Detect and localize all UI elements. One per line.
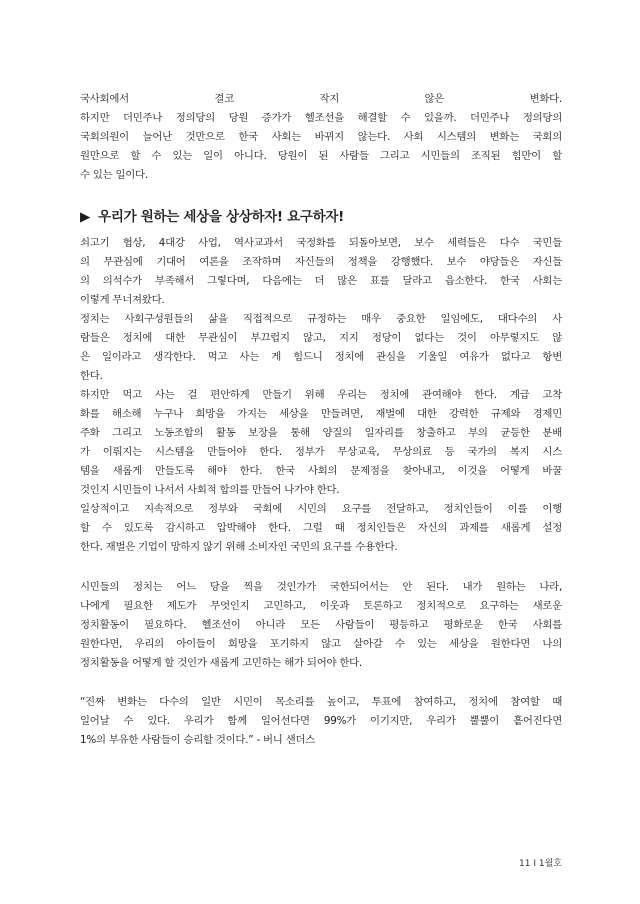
quote-line-2: 일어날 수 있다. 우리가 함께 일어선다면 99%가 이기지만, 우리가 뿔뿔이 흩어진다면 — [80, 715, 562, 727]
triangle-bullet-icon: ▶ — [80, 209, 91, 225]
section-heading-text: 우리가 원하는 세상을 상상하자! 요구하자! — [98, 209, 345, 225]
page-number-footer: 11 I 1월호 — [519, 859, 562, 869]
paragraph-2-line-3: 은 일이라고 생각한다. 먹고 사는 게 힘드니 정치에 관심을 기울일 여유가 없다고 항변 — [80, 351, 562, 363]
paragraph-4-line-2: 할 수 있도록 감시하고 압박해야 한다. 그럴 때 정치인들은 자신의 과제를 새롭게 설정 — [80, 522, 562, 534]
paragraph-1-line-1: 쇠고기 협상, 4대강 사업, 역사교과서 국정화를 되돌아보면, 보수 세력들은 다수 국민들 — [80, 237, 562, 249]
paragraph-3-line-4: 가 이뤄지는 시스템을 만들어야 한다. 정부가 무상교육, 무상의료 등 국가의 복지 시스 — [80, 446, 562, 458]
intro-line-5: 수 있는 일이다. — [80, 169, 148, 181]
paragraph-5-line-1: 시민들의 정치는 어느 당을 찍을 것인가가 국한되어서는 안 된다. 내가 원하는 나라, — [80, 581, 562, 593]
quote-line-1: “진짜 변화는 다수의 일반 시민이 목소리를 높이고, 투표에 참여하고, 정치에 참여할 때 — [80, 696, 562, 708]
paragraph-5-line-3: 정치활동이 필요하다. 헬조선이 아니라 모든 사람들이 평등하고 평화로운 한국 사회를 — [80, 619, 562, 631]
paragraph-1-line-2: 의 무관심에 기대어 여론을 조작하며 자신들의 정책을 강행했다. 보수 야당들은 자신들 — [80, 256, 562, 268]
paragraph-1-line-3: 의 의석수가 부족해서 그렇다며, 다음에는 더 많은 표를 달라고 읍소한다. 한국 사회는 — [80, 275, 562, 287]
paragraph-2-line-1: 정치는 사회구성원들의 삶을 직접적으로 규정하는 매우 중요한 일임에도, 대다수의 사 — [80, 313, 562, 325]
paragraph-5-line-4: 원한다면, 우리의 아이들이 희망을 포기하지 않고 살아갈 수 있는 세상을 원한다면 나의 — [80, 638, 562, 650]
paragraph-1-line-4: 이렇게 무너져왔다. — [80, 294, 165, 306]
paragraph-5-line-5: 정치활동을 어떻게 할 것인가 새롭게 고민하는 해가 되어야 한다. — [80, 657, 362, 669]
intro-line-4: 원만으로 할 수 있는 일이 아니다. 당원이 된 사람들 그리고 시민들의 조직된 힘만이 할 — [80, 150, 562, 162]
paragraph-3-line-3: 주화 그리고 노동조합의 활동 보장을 통해 양질의 일자리를 창출하고 부의 균등한 분배 — [80, 427, 562, 439]
paragraph-3-line-6: 것인지 시민들이 나서서 사회적 합의를 만들어 나가야 한다. — [80, 484, 340, 496]
intro-line-3: 국회의원이 늘어난 것만으로 한국 사회는 바뀌지 않는다. 사회 시스템의 변화는 국회의 — [80, 131, 562, 143]
paragraph-4-line-1: 일상적이고 지속적으로 정부와 국회에 시민의 요구를 전달하고, 정치인들이 이를 이행 — [80, 503, 562, 515]
paragraph-2-line-4: 한다. — [80, 370, 103, 382]
paragraph-3-line-2: 화를 해소해 누구나 희망을 가지는 세상을 만들려면, 재벌에 대한 강력한 규제와 경제민 — [80, 408, 562, 420]
intro-line-1: 국사회에서 결코 작지 않은 변화다. — [80, 93, 562, 105]
paragraph-3-line-1: 하지만 먹고 사는 걸 편안하게 만들기 위해 우리는 정치에 관여해야 한다. 계급 고착 — [80, 389, 562, 401]
intro-line-2: 하지만 더민주나 정의당의 당원 증가가 헬조선을 해결할 수 있을까. 더민주나 정의당의 — [80, 112, 562, 124]
quote-line-3: 1%의 부유한 사람들이 승리할 것이다.” - 버니 샌더스 — [80, 734, 315, 746]
section-heading — [80, 208, 562, 226]
paragraph-2-line-2: 람들은 정치에 대한 무관심이 부끄럽지 않고, 지지 정당이 없다는 것이 아무렇지도 않 — [80, 332, 562, 344]
paragraph-5-line-2: 나에게 필요한 제도가 무엇인지 고민하고, 이웃과 토론하고 정치적으로 요구하는 새로운 — [80, 600, 562, 612]
paragraph-3-line-5: 템을 새롭게 만들도록 해야 한다. 한국 사회의 문제점을 찾아내고, 이것을 어떻게 바꿀 — [80, 465, 562, 477]
paragraph-4-line-3: 한다. 재벌은 기업이 망하지 않기 위해 소비자인 국민의 요구를 수용한다. — [80, 541, 398, 553]
